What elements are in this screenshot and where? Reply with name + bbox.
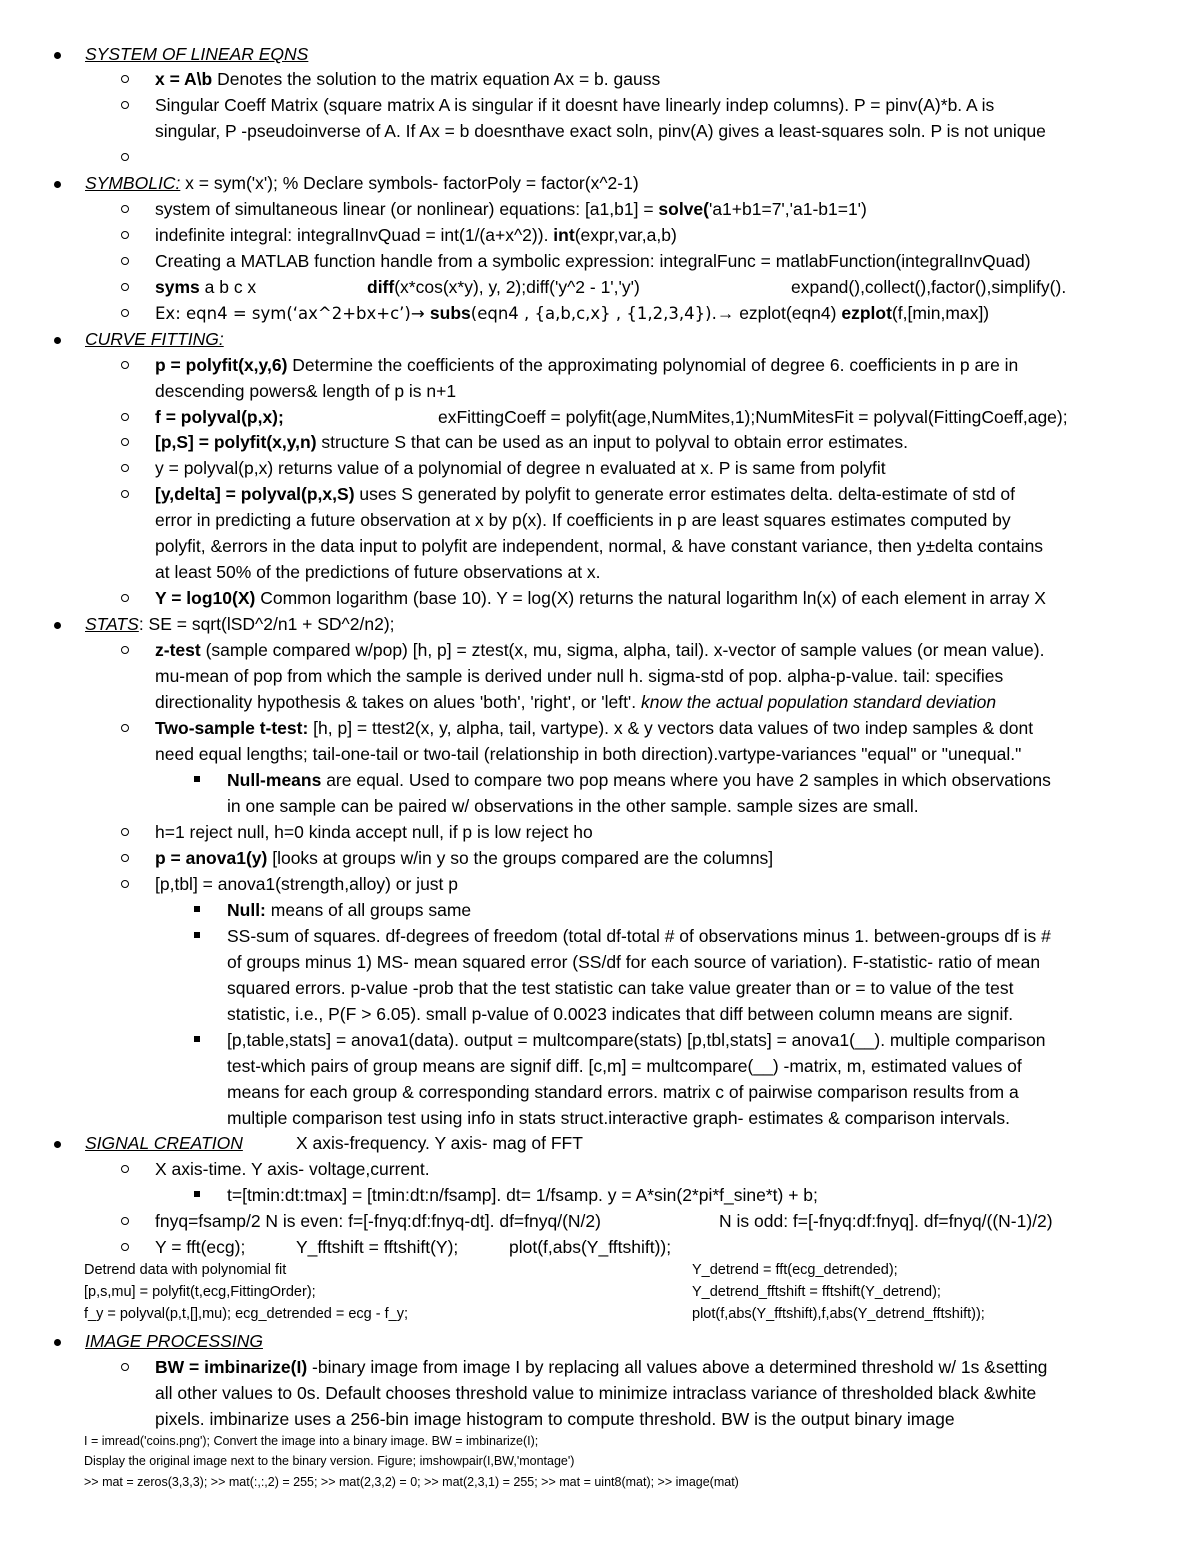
- stats-mc-line-3: means for each group & corresponding standard errors. matrix c of pairwise comparison results from a: [227, 1082, 1019, 1102]
- stats-ztest-line-2: mu-mean of pop from which the sample is derived under null h. sigma-std of pop. alpha-p-value. tail: specifies: [155, 666, 1004, 686]
- circle-bullet-icon: [121, 361, 129, 369]
- square-bullet-icon: [194, 932, 200, 938]
- image-line-2: all other values to 0s. Default chooses threshold value to minimize intraclass variance of thresholded black &white: [155, 1383, 1037, 1403]
- symbolic-line-4-diff: diff(x*cos(x*y), y, 2);diff('y^2 - 1','y'): [367, 277, 640, 297]
- stats-anova-line-1: p = anova1(y) [looks at groups w/in y so the groups compared are the columns]: [155, 848, 774, 868]
- circle-bullet-icon: [121, 413, 129, 421]
- square-bullet-icon: [194, 1036, 200, 1042]
- section-heading-image: IMAGE PROCESSING: [85, 1331, 263, 1351]
- circle-bullet-icon: [121, 828, 129, 836]
- bullet-icon: [54, 622, 61, 629]
- linear-line-1: x = A\b Denotes the solution to the matrix equation Ax = b. gauss: [155, 69, 661, 89]
- circle-bullet-icon: [121, 1217, 129, 1225]
- stats-h-line: h=1 reject null, h=0 kinda accept null, if p is low reject ho: [155, 822, 593, 842]
- circle-bullet-icon: [121, 1165, 129, 1173]
- circle-bullet-icon: [121, 101, 129, 109]
- stats-null-line-2: in one sample can be paired w/ observations in the other sample. sample sizes are small.: [227, 796, 919, 816]
- stats-mc-line-1: [p,table,stats] = anova1(data). output = multcompare(stats) [p,tbl,stats] = anova1(__). multiple comparison: [227, 1030, 1046, 1050]
- section-heading-linear: SYSTEM OF LINEAR EQNS: [85, 44, 309, 64]
- section-heading-symbolic: SYMBOLIC: x = sym('x'); % Declare symbols- factorPoly = factor(x^2-1): [85, 173, 639, 193]
- circle-bullet-icon: [121, 854, 129, 862]
- bullet-icon: [54, 181, 61, 188]
- detrend-line-3: f_y = polyval(p,t,[],mu); ecg_detrended = ecg - f_y;: [84, 1306, 409, 1322]
- circle-bullet-icon: [121, 1363, 129, 1371]
- symbolic-line-5: Ex: eqn4 = sym(‘ax^2+bx+c’)→ subs(eqn4 , {a,b,c,x} , {1,2,3,4}).→ ezplot(eqn4) ezplot(f,[min,max]): [155, 303, 990, 323]
- circle-bullet-icon: [121, 1243, 129, 1251]
- signal-line-4-shift: Y_fftshift = fftshift(Y);: [296, 1237, 459, 1257]
- linear-line-3: singular, P -pseudoinverse of A. If Ax = b doesnthave exact soln, pinv(A) gives a least-squares soln. P is not unique: [155, 121, 1046, 141]
- circle-bullet-icon: [121, 231, 129, 239]
- curve-line-5-cont-2: polyfit, &errors in the data input to polyfit are independent, normal, & have constant variance, then y±delta contains: [155, 536, 1044, 556]
- section-heading-stats: STATS: SE = sqrt(lSD^2/n1 + SD^2/n2);: [85, 614, 395, 634]
- circle-bullet-icon: [121, 880, 129, 888]
- stats-anova-line-2: [p,tbl] = anova1(strength,alloy) or just p: [155, 874, 459, 894]
- circle-bullet-icon: [121, 257, 129, 265]
- image-line-1: BW = imbinarize(I) -binary image from image I by replacing all values above a determined threshold w/ 1s &setting: [155, 1357, 1048, 1377]
- symbolic-line-1: system of simultaneous linear (or nonlinear) equations: [a1,b1] = solve('a1+b1=7','a1-b1=1'): [155, 199, 867, 219]
- bullet-icon: [54, 52, 61, 59]
- symbolic-line-4: syms a b c x: [155, 277, 257, 297]
- signal-heading-text: X axis-frequency. Y axis- mag of FFT: [296, 1133, 583, 1153]
- section-heading-curve-fitting: CURVE FITTING:: [85, 329, 224, 349]
- signal-line-4: Y = fft(ecg);: [155, 1237, 246, 1257]
- stats-ztest-line-1: z-test (sample compared w/pop) [h, p] = ztest(x, mu, sigma, alpha, tail). x-vector of sample values (or mean value).: [155, 640, 1045, 660]
- circle-bullet-icon: [121, 75, 129, 83]
- curve-line-3: [p,S] = polyfit(x,y,n) structure S that can be used as an input to polyval to obtain error estimates.: [155, 432, 908, 452]
- bullet-icon: [54, 337, 61, 344]
- stats-ztest-line-3: directionality hypothesis & takes on alues 'both', 'right', or 'left'. know the actual population standard deviation: [155, 692, 997, 712]
- circle-bullet-icon: [121, 438, 129, 446]
- curve-line-2: f = polyval(p,x);: [155, 407, 284, 427]
- curve-line-5-cont-3: at least 50% of the predictions of future observations at x.: [155, 562, 601, 582]
- circle-bullet-icon: [121, 283, 129, 291]
- stats-ss-line-2: of groups minus 1) MS- mean squared error (SS/df for each source of variation). F-statistic- ratio of mean: [227, 952, 1041, 972]
- stats-mc-line-2: test-which pairs of group means are signif diff. [c,m] = multcompare(__) -matrix, m, estimated values of: [227, 1056, 1022, 1076]
- stats-ss-line-4: statistic, i.e., P(F > 6.05). small p-value of 0.0023 indicates that diff between column means are signif.: [227, 1004, 1014, 1024]
- stats-ttest-line-1: Two-sample t-test: [h, p] = ttest2(x, y, alpha, tail, vartype). x & y vectors data values of two indep samples & dont: [155, 718, 1034, 738]
- curve-line-1-cont: descending powers& length of p is n+1: [155, 381, 457, 401]
- detrend-right-2: Y_detrend_fftshift = fftshift(Y_detrend);: [692, 1284, 941, 1300]
- symbolic-line-4-funcs: expand(),collect(),factor(),simplify().: [791, 277, 1067, 297]
- circle-bullet-icon: [121, 309, 129, 317]
- square-bullet-icon: [194, 776, 200, 782]
- symbolic-line-2: indefinite integral: integralInvQuad = int(1/(a+x^2)). int(expr,var,a,b): [155, 225, 677, 245]
- linear-line-2: Singular Coeff Matrix (square matrix A is singular if it doesnt have linearly indep columns). P = pinv(A)*b. A is: [155, 95, 995, 115]
- stats-ttest-line-2: need equal lengths; tail-one-tail or two-tail (relationship in both direction).vartype-variances "equal" or "unequal.": [155, 744, 1022, 764]
- curve-line-1: p = polyfit(x,y,6) Determine the coefficients of the approximating polynomial of degree 6. coefficients in p are in: [155, 355, 1019, 375]
- stats-anova-null: Null: means of all groups same: [227, 900, 472, 920]
- circle-bullet-icon: [121, 153, 129, 161]
- curve-line-4: y = polyval(p,x) returns value of a polynomial of degree n evaluated at x. P is same from polyfit: [155, 458, 886, 478]
- square-bullet-icon: [194, 1191, 200, 1197]
- stats-ss-line-3: squared errors. p-value -prob that the test statistic can take value greater than or = to value of the test: [227, 978, 1014, 998]
- detrend-right-1: Y_detrend = fft(ecg_detrended);: [692, 1262, 898, 1278]
- signal-line-3-odd: N is odd: f=[-fnyq:df:fnyq]. df=fnyq/((N-1)/2): [719, 1211, 1053, 1231]
- image-line-3: pixels. imbinarize uses a 256-bin image histogram to compute threshold. BW is the output binary image: [155, 1409, 955, 1429]
- image-footer-3: >> mat = zeros(3,3,3); >> mat(:,:,2) = 255; >> mat(2,3,2) = 0; >> mat(2,3,1) = 255; >> mat = uint8(mat); >> image(mat): [84, 1475, 739, 1489]
- curve-line-5-cont-1: error in predicting a future observation at x by p(x). If coefficients in p are least squares estimates computed by: [155, 510, 1011, 530]
- curve-line-2-example: exFittingCoeff = polyfit(age,NumMites,1);NumMitesFit = polyval(FittingCoeff,age);: [438, 407, 1068, 427]
- circle-bullet-icon: [121, 724, 129, 732]
- stats-null-line-1: Null-means are equal. Used to compare two pop means where you have 2 samples in which observations: [227, 770, 1051, 790]
- signal-line-3: fnyq=fsamp/2 N is even: f=[-fnyq:df:fnyq-dt]. df=fnyq/(N/2): [155, 1211, 601, 1231]
- circle-bullet-icon: [121, 205, 129, 213]
- stats-ss-line-1: SS-sum of squares. df-degrees of freedom (total df-total # of observations minus 1. between-groups df is #: [227, 926, 1051, 946]
- stats-mc-line-4: multiple comparison test using info in stats struct.interactive graph- estimates & comparison intervals.: [227, 1108, 1010, 1128]
- image-footer-2: Display the original image next to the binary version. Figure; imshowpair(I,BW,'montage'): [84, 1454, 575, 1468]
- image-footer-1: I = imread('coins.png'); Convert the image into a binary image. BW = imbinarize(I);: [84, 1434, 539, 1448]
- symbolic-line-3: Creating a MATLAB function handle from a symbolic expression: integralFunc = matlabFunction(integralInvQuad): [155, 251, 1031, 271]
- circle-bullet-icon: [121, 490, 129, 498]
- square-bullet-icon: [194, 906, 200, 912]
- detrend-line-2: [p,s,mu] = polyfit(t,ecg,FittingOrder);: [84, 1284, 316, 1300]
- signal-line-1: X axis-time. Y axis- voltage,current.: [155, 1159, 430, 1179]
- bullet-icon: [54, 1339, 61, 1346]
- circle-bullet-icon: [121, 594, 129, 602]
- detrend-right-3: plot(f,abs(Y_fftshift),f,abs(Y_detrend_fftshift));: [692, 1306, 985, 1322]
- detrend-line-1: Detrend data with polynomial fit: [84, 1262, 287, 1278]
- circle-bullet-icon: [121, 464, 129, 472]
- curve-line-6: Y = log10(X) Common logarithm (base 10). Y = log(X) returns the natural logarithm ln(x) of each element in array X: [155, 588, 1046, 608]
- section-heading-signal: SIGNAL CREATION: [85, 1133, 243, 1153]
- signal-line-4-plot: plot(f,abs(Y_fftshift));: [509, 1237, 672, 1257]
- bullet-icon: [54, 1141, 61, 1148]
- signal-line-2: t=[tmin:dt:tmax] = [tmin:dt:n/fsamp]. dt= 1/fsamp. y = A*sin(2*pi*f_sine*t) + b;: [227, 1185, 818, 1205]
- circle-bullet-icon: [121, 646, 129, 654]
- curve-line-5: [y,delta] = polyval(p,x,S) uses S generated by polyfit to generate error estimates delta. delta-estimate of std of: [155, 484, 1016, 504]
